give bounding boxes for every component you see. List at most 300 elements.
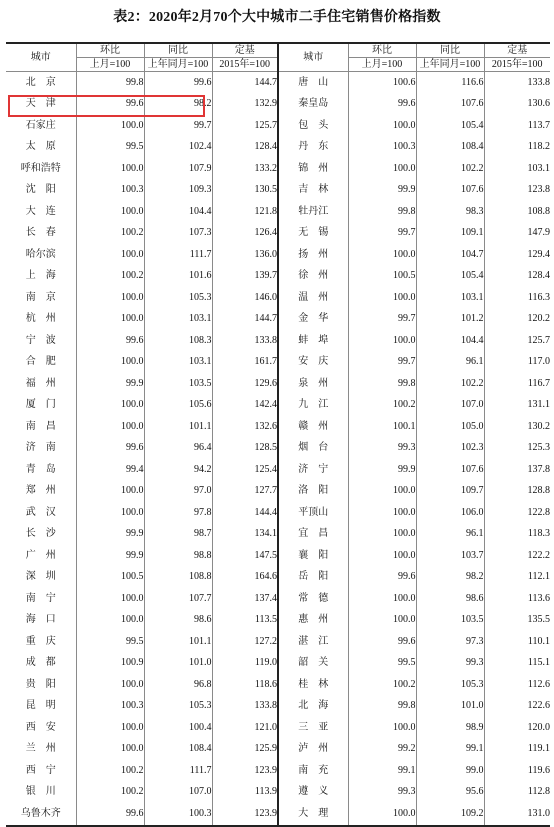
city-cell: 襄 阳 bbox=[278, 545, 348, 567]
yoy-cell: 108.3 bbox=[144, 330, 212, 352]
table-row bbox=[6, 180, 550, 202]
base-cell: 125.4 bbox=[212, 459, 278, 481]
table-row bbox=[6, 674, 550, 696]
yoy-cell: 108.4 bbox=[144, 739, 212, 761]
base-cell: 115.1 bbox=[527, 657, 550, 669]
table-title: 表2：2020年2月70个大中城市二手住宅销售价格指数 bbox=[113, 10, 441, 25]
base-cell: 118.2 bbox=[527, 141, 550, 153]
base-cell: 119.0 bbox=[212, 653, 278, 675]
yoy-cell: 108.4 bbox=[416, 137, 484, 159]
city-cell: 济 宁 bbox=[278, 459, 348, 481]
base-cell: 113.7 bbox=[527, 119, 550, 131]
base-cell: 144.4 bbox=[212, 502, 278, 524]
yoy-cell: 99.1 bbox=[416, 739, 484, 761]
mom-cell: 100.0 bbox=[76, 115, 144, 137]
city-cell: 徐 州 bbox=[278, 266, 348, 288]
mom-cell: 99.7 bbox=[348, 223, 416, 245]
table-row bbox=[6, 244, 550, 266]
yoy-cell: 105.6 bbox=[144, 395, 212, 417]
mom-cell: 100.0 bbox=[76, 352, 144, 374]
yoy-cell: 96.1 bbox=[416, 352, 484, 374]
mom-cell: 99.4 bbox=[76, 459, 144, 481]
city-cell: 大 理 bbox=[278, 803, 348, 826]
city-cell: 西 宁 bbox=[6, 760, 76, 782]
mom-cell: 100.2 bbox=[348, 395, 416, 417]
base-cell: 121.0 bbox=[212, 717, 278, 739]
yoy-cell: 99.0 bbox=[416, 760, 484, 782]
yoy-cell: 103.1 bbox=[416, 287, 484, 309]
city-cell: 济 南 bbox=[6, 438, 76, 460]
base-cell: 117.0 bbox=[527, 356, 550, 368]
yoy-cell: 109.1 bbox=[416, 223, 484, 245]
yoy-cell: 95.6 bbox=[416, 782, 484, 804]
table-row bbox=[6, 287, 550, 309]
city-cell: 海 口 bbox=[6, 610, 76, 632]
base-cell: 120.2 bbox=[527, 313, 550, 325]
yoy-cell: 107.6 bbox=[416, 94, 484, 116]
city-cell: 杭 州 bbox=[6, 309, 76, 331]
base-cell: 129.4 bbox=[527, 248, 550, 260]
mom-cell: 100.1 bbox=[348, 416, 416, 438]
yoy-cell: 102.4 bbox=[144, 137, 212, 159]
city-cell: 上 海 bbox=[6, 266, 76, 288]
table-row bbox=[6, 158, 550, 180]
base-cell: 123.8 bbox=[527, 184, 550, 196]
yoy-cell: 109.7 bbox=[416, 481, 484, 503]
table-row bbox=[6, 588, 550, 610]
base-cell: 113.5 bbox=[212, 610, 278, 632]
yoy-cell: 107.0 bbox=[144, 782, 212, 804]
city-cell: 武 汉 bbox=[6, 502, 76, 524]
mom-cell: 100.0 bbox=[348, 330, 416, 352]
table-row bbox=[6, 610, 550, 632]
base-cell: 123.9 bbox=[212, 760, 278, 782]
yoy-cell: 96.8 bbox=[144, 674, 212, 696]
city-cell: 南 昌 bbox=[6, 416, 76, 438]
base-cell: 131.1 bbox=[527, 399, 550, 411]
table-row bbox=[6, 266, 550, 288]
city-cell: 银 川 bbox=[6, 782, 76, 804]
mom-cell: 100.0 bbox=[76, 481, 144, 503]
yoy-cell: 99.6 bbox=[144, 72, 212, 94]
base-cell: 128.4 bbox=[212, 137, 278, 159]
base-cell: 130.5 bbox=[212, 180, 278, 202]
city-cell: 牡丹江 bbox=[278, 201, 348, 223]
yoy-cell: 98.8 bbox=[144, 545, 212, 567]
base-cell: 116.7 bbox=[527, 377, 550, 389]
yoy-cell: 98.7 bbox=[144, 524, 212, 546]
mom-cell: 99.8 bbox=[348, 696, 416, 718]
city-cell: 蚌 埠 bbox=[278, 330, 348, 352]
mom-cell: 100.3 bbox=[76, 696, 144, 718]
city-cell: 三 亚 bbox=[278, 717, 348, 739]
yoy-cell: 105.3 bbox=[416, 674, 484, 696]
city-cell: 天 津 bbox=[6, 94, 76, 116]
table-row bbox=[6, 545, 550, 567]
header-mom-sub-right: 上月=100 bbox=[348, 58, 416, 72]
yoy-cell: 99.7 bbox=[144, 115, 212, 137]
city-cell: 太 原 bbox=[6, 137, 76, 159]
yoy-cell: 103.1 bbox=[144, 352, 212, 374]
city-cell: 广 州 bbox=[6, 545, 76, 567]
table-row bbox=[6, 309, 550, 331]
table-row bbox=[6, 696, 550, 718]
city-cell: 南 充 bbox=[278, 760, 348, 782]
mom-cell: 99.5 bbox=[348, 653, 416, 675]
table-row bbox=[6, 330, 550, 352]
base-cell: 127.2 bbox=[212, 631, 278, 653]
mom-cell: 99.9 bbox=[76, 545, 144, 567]
base-cell: 119.6 bbox=[527, 764, 550, 776]
yoy-cell: 107.7 bbox=[144, 588, 212, 610]
yoy-cell: 99.3 bbox=[416, 653, 484, 675]
city-cell: 宜 昌 bbox=[278, 524, 348, 546]
yoy-cell: 107.0 bbox=[416, 395, 484, 417]
mom-cell: 100.0 bbox=[76, 588, 144, 610]
yoy-cell: 98.9 bbox=[416, 717, 484, 739]
mom-cell: 100.0 bbox=[348, 244, 416, 266]
yoy-cell: 98.3 bbox=[416, 201, 484, 223]
base-cell: 112.1 bbox=[527, 571, 550, 583]
city-cell: 北 京 bbox=[6, 72, 76, 94]
city-cell: 沈 阳 bbox=[6, 180, 76, 202]
city-cell: 石家庄 bbox=[6, 115, 76, 137]
mom-cell: 99.3 bbox=[348, 782, 416, 804]
city-cell: 金 华 bbox=[278, 309, 348, 331]
yoy-cell: 101.2 bbox=[416, 309, 484, 331]
city-cell: 九 江 bbox=[278, 395, 348, 417]
base-cell: 122.6 bbox=[527, 700, 550, 712]
city-cell: 遵 义 bbox=[278, 782, 348, 804]
city-cell: 扬 州 bbox=[278, 244, 348, 266]
yoy-cell: 111.7 bbox=[144, 244, 212, 266]
table-row bbox=[6, 72, 550, 94]
mom-cell: 99.6 bbox=[76, 94, 144, 116]
base-cell: 128.8 bbox=[527, 485, 550, 497]
mom-cell: 100.2 bbox=[76, 266, 144, 288]
city-cell: 南 宁 bbox=[6, 588, 76, 610]
city-cell: 哈尔滨 bbox=[6, 244, 76, 266]
yoy-cell: 105.3 bbox=[144, 287, 212, 309]
base-cell: 126.4 bbox=[212, 223, 278, 245]
header-base-left: 定基 bbox=[212, 43, 278, 58]
mom-cell: 100.2 bbox=[348, 674, 416, 696]
table-row bbox=[6, 524, 550, 546]
yoy-cell: 108.8 bbox=[144, 567, 212, 589]
yoy-cell: 101.1 bbox=[144, 631, 212, 653]
base-cell: 120.0 bbox=[527, 721, 550, 733]
yoy-cell: 103.5 bbox=[416, 610, 484, 632]
base-cell: 130.6 bbox=[527, 98, 550, 110]
city-cell: 深 圳 bbox=[6, 567, 76, 589]
city-cell: 长 春 bbox=[6, 223, 76, 245]
mom-cell: 100.0 bbox=[76, 416, 144, 438]
mom-cell: 100.0 bbox=[348, 524, 416, 546]
mom-cell: 99.8 bbox=[348, 373, 416, 395]
yoy-cell: 105.4 bbox=[416, 266, 484, 288]
base-cell: 112.6 bbox=[527, 678, 550, 690]
mom-cell: 99.6 bbox=[348, 94, 416, 116]
city-cell: 洛 阳 bbox=[278, 481, 348, 503]
base-cell: 125.7 bbox=[212, 115, 278, 137]
base-cell: 125.3 bbox=[527, 442, 550, 454]
yoy-cell: 109.2 bbox=[416, 803, 484, 826]
header-mom-right: 环比 bbox=[348, 43, 416, 58]
city-cell: 泸 州 bbox=[278, 739, 348, 761]
table-row bbox=[6, 438, 550, 460]
base-cell: 112.8 bbox=[527, 786, 550, 798]
header-yoy-sub-left: 上年同月=100 bbox=[144, 58, 212, 72]
yoy-cell: 97.0 bbox=[144, 481, 212, 503]
mom-cell: 99.6 bbox=[76, 803, 144, 826]
yoy-cell: 104.4 bbox=[144, 201, 212, 223]
mom-cell: 100.0 bbox=[76, 610, 144, 632]
yoy-cell: 111.7 bbox=[144, 760, 212, 782]
city-cell: 南 京 bbox=[6, 287, 76, 309]
table-row bbox=[6, 115, 550, 137]
table-row bbox=[6, 502, 550, 524]
base-cell: 113.9 bbox=[212, 782, 278, 804]
city-cell: 重 庆 bbox=[6, 631, 76, 653]
table-row bbox=[6, 137, 550, 159]
mom-cell: 100.5 bbox=[76, 567, 144, 589]
city-cell: 唐 山 bbox=[278, 72, 348, 94]
header-base-right: 定基 bbox=[507, 44, 528, 56]
base-cell: 144.7 bbox=[212, 72, 278, 94]
table-row bbox=[6, 395, 550, 417]
table-row bbox=[6, 481, 550, 503]
mom-cell: 100.2 bbox=[76, 782, 144, 804]
city-cell: 桂 林 bbox=[278, 674, 348, 696]
base-cell: 147.5 bbox=[212, 545, 278, 567]
yoy-cell: 98.2 bbox=[144, 94, 212, 116]
base-cell: 133.8 bbox=[212, 330, 278, 352]
city-cell: 北 海 bbox=[278, 696, 348, 718]
base-cell: 133.8 bbox=[212, 696, 278, 718]
table-row bbox=[6, 803, 550, 826]
base-cell: 133.8 bbox=[527, 76, 550, 88]
mom-cell: 100.0 bbox=[76, 717, 144, 739]
yoy-cell: 100.3 bbox=[144, 803, 212, 826]
mom-cell: 100.0 bbox=[76, 395, 144, 417]
city-cell: 包 头 bbox=[278, 115, 348, 137]
city-cell: 郑 州 bbox=[6, 481, 76, 503]
header-mom-left: 环比 bbox=[76, 43, 144, 58]
base-cell: 121.8 bbox=[212, 201, 278, 223]
city-cell: 常 德 bbox=[278, 588, 348, 610]
mom-cell: 100.6 bbox=[348, 72, 416, 94]
mom-cell: 100.0 bbox=[76, 502, 144, 524]
base-cell: 108.8 bbox=[527, 205, 550, 217]
base-cell: 164.6 bbox=[212, 567, 278, 589]
mom-cell: 100.0 bbox=[348, 158, 416, 180]
base-cell: 146.0 bbox=[212, 287, 278, 309]
mom-cell: 99.9 bbox=[348, 459, 416, 481]
mom-cell: 99.5 bbox=[76, 631, 144, 653]
base-cell: 110.1 bbox=[527, 635, 550, 647]
mom-cell: 99.6 bbox=[76, 330, 144, 352]
mom-cell: 99.7 bbox=[348, 309, 416, 331]
base-cell: 127.7 bbox=[212, 481, 278, 503]
header-base-sub-left: 2015年=100 bbox=[212, 58, 278, 72]
city-cell: 兰 州 bbox=[6, 739, 76, 761]
base-cell: 122.2 bbox=[527, 549, 550, 561]
mom-cell: 100.0 bbox=[348, 803, 416, 826]
mom-cell: 100.0 bbox=[348, 502, 416, 524]
base-cell: 125.7 bbox=[527, 334, 550, 346]
yoy-cell: 105.0 bbox=[416, 416, 484, 438]
city-cell: 湛 江 bbox=[278, 631, 348, 653]
city-cell: 温 州 bbox=[278, 287, 348, 309]
base-cell: 133.2 bbox=[212, 158, 278, 180]
mom-cell: 99.8 bbox=[348, 201, 416, 223]
mom-cell: 100.0 bbox=[76, 739, 144, 761]
city-cell: 平顶山 bbox=[278, 502, 348, 524]
mom-cell: 100.0 bbox=[348, 610, 416, 632]
mom-cell: 99.9 bbox=[348, 180, 416, 202]
base-cell: 125.9 bbox=[212, 739, 278, 761]
yoy-cell: 102.2 bbox=[416, 373, 484, 395]
table-row bbox=[6, 352, 550, 374]
base-cell: 137.4 bbox=[212, 588, 278, 610]
base-cell: 142.4 bbox=[212, 395, 278, 417]
yoy-cell: 101.1 bbox=[144, 416, 212, 438]
city-cell: 烟 台 bbox=[278, 438, 348, 460]
yoy-cell: 107.6 bbox=[416, 180, 484, 202]
base-cell: 136.0 bbox=[212, 244, 278, 266]
table-row bbox=[6, 782, 550, 804]
mom-cell: 100.5 bbox=[348, 266, 416, 288]
base-cell: 144.7 bbox=[212, 309, 278, 331]
base-cell: 132.9 bbox=[212, 94, 278, 116]
tianjin-highlight-box bbox=[8, 95, 205, 117]
city-cell: 惠 州 bbox=[278, 610, 348, 632]
mom-cell: 100.2 bbox=[76, 223, 144, 245]
base-cell: 118.6 bbox=[212, 674, 278, 696]
header-yoy-sub-right: 上年同月=100 bbox=[416, 58, 484, 72]
base-cell: 122.8 bbox=[527, 506, 550, 518]
base-cell: 161.7 bbox=[212, 352, 278, 374]
table-row bbox=[6, 631, 550, 653]
header-city-right: 城市 bbox=[278, 43, 348, 72]
yoy-cell: 105.4 bbox=[416, 115, 484, 137]
city-cell: 福 州 bbox=[6, 373, 76, 395]
base-cell: 147.9 bbox=[527, 227, 550, 239]
mom-cell: 100.0 bbox=[348, 717, 416, 739]
header-mom-sub-left: 上月=100 bbox=[76, 58, 144, 72]
table-row bbox=[6, 373, 550, 395]
city-cell: 大 连 bbox=[6, 201, 76, 223]
city-cell: 长 沙 bbox=[6, 524, 76, 546]
base-cell: 118.3 bbox=[527, 528, 550, 540]
base-cell: 129.6 bbox=[212, 373, 278, 395]
mom-cell: 100.3 bbox=[76, 180, 144, 202]
yoy-cell: 109.3 bbox=[144, 180, 212, 202]
yoy-cell: 105.3 bbox=[144, 696, 212, 718]
table-body bbox=[6, 72, 550, 826]
yoy-cell: 116.6 bbox=[416, 72, 484, 94]
mom-cell: 100.0 bbox=[76, 674, 144, 696]
yoy-cell: 97.3 bbox=[416, 631, 484, 653]
mom-cell: 100.0 bbox=[348, 115, 416, 137]
header-yoy-left: 同比 bbox=[144, 43, 212, 58]
yoy-cell: 106.0 bbox=[416, 502, 484, 524]
city-cell: 成 都 bbox=[6, 653, 76, 675]
city-cell: 无 锡 bbox=[278, 223, 348, 245]
city-cell: 秦皇岛 bbox=[278, 94, 348, 116]
table-row bbox=[6, 416, 550, 438]
mom-cell: 100.0 bbox=[76, 309, 144, 331]
yoy-cell: 103.7 bbox=[416, 545, 484, 567]
header-city-left: 城市 bbox=[6, 43, 76, 72]
yoy-cell: 104.7 bbox=[416, 244, 484, 266]
table-row bbox=[6, 567, 550, 589]
mom-cell: 99.1 bbox=[348, 760, 416, 782]
city-cell: 合 肥 bbox=[6, 352, 76, 374]
base-cell: 139.7 bbox=[212, 266, 278, 288]
base-cell: 103.1 bbox=[527, 162, 550, 174]
table-row bbox=[6, 223, 550, 245]
base-cell: 137.8 bbox=[527, 463, 550, 475]
mom-cell: 99.3 bbox=[348, 438, 416, 460]
base-cell: 135.5 bbox=[527, 614, 550, 626]
yoy-cell: 98.6 bbox=[416, 588, 484, 610]
yoy-cell: 103.1 bbox=[144, 309, 212, 331]
mom-cell: 100.0 bbox=[348, 287, 416, 309]
mom-cell: 100.0 bbox=[348, 588, 416, 610]
mom-cell: 100.0 bbox=[348, 481, 416, 503]
yoy-cell: 98.2 bbox=[416, 567, 484, 589]
yoy-cell: 101.0 bbox=[144, 653, 212, 675]
yoy-cell: 101.6 bbox=[144, 266, 212, 288]
city-cell: 乌鲁木齐 bbox=[6, 803, 76, 826]
yoy-cell: 102.3 bbox=[416, 438, 484, 460]
base-cell: 132.6 bbox=[212, 416, 278, 438]
city-cell: 丹 东 bbox=[278, 137, 348, 159]
city-cell: 安 庆 bbox=[278, 352, 348, 374]
yoy-cell: 98.6 bbox=[144, 610, 212, 632]
base-cell: 119.1 bbox=[527, 743, 550, 755]
mom-cell: 100.0 bbox=[76, 201, 144, 223]
mom-cell: 100.9 bbox=[76, 653, 144, 675]
base-cell: 128.5 bbox=[212, 438, 278, 460]
mom-cell: 100.0 bbox=[76, 158, 144, 180]
table-row bbox=[6, 201, 550, 223]
yoy-cell: 96.1 bbox=[416, 524, 484, 546]
yoy-cell: 96.4 bbox=[144, 438, 212, 460]
city-cell: 宁 波 bbox=[6, 330, 76, 352]
base-cell: 113.6 bbox=[527, 592, 550, 604]
base-cell: 116.3 bbox=[527, 291, 550, 303]
table-row bbox=[6, 717, 550, 739]
base-cell: 123.9 bbox=[212, 803, 278, 826]
yoy-cell: 103.5 bbox=[144, 373, 212, 395]
city-cell: 岳 阳 bbox=[278, 567, 348, 589]
table-row bbox=[6, 739, 550, 761]
city-cell: 韶 关 bbox=[278, 653, 348, 675]
base-cell: 128.4 bbox=[527, 270, 550, 282]
city-cell: 青 岛 bbox=[6, 459, 76, 481]
price-index-table bbox=[6, 42, 550, 827]
mom-cell: 99.9 bbox=[76, 524, 144, 546]
mom-cell: 100.0 bbox=[76, 244, 144, 266]
yoy-cell: 102.2 bbox=[416, 158, 484, 180]
mom-cell: 99.8 bbox=[76, 72, 144, 94]
mom-cell: 99.2 bbox=[348, 739, 416, 761]
base-cell: 130.2 bbox=[527, 420, 550, 432]
yoy-cell: 104.4 bbox=[416, 330, 484, 352]
mom-cell: 99.7 bbox=[348, 352, 416, 374]
